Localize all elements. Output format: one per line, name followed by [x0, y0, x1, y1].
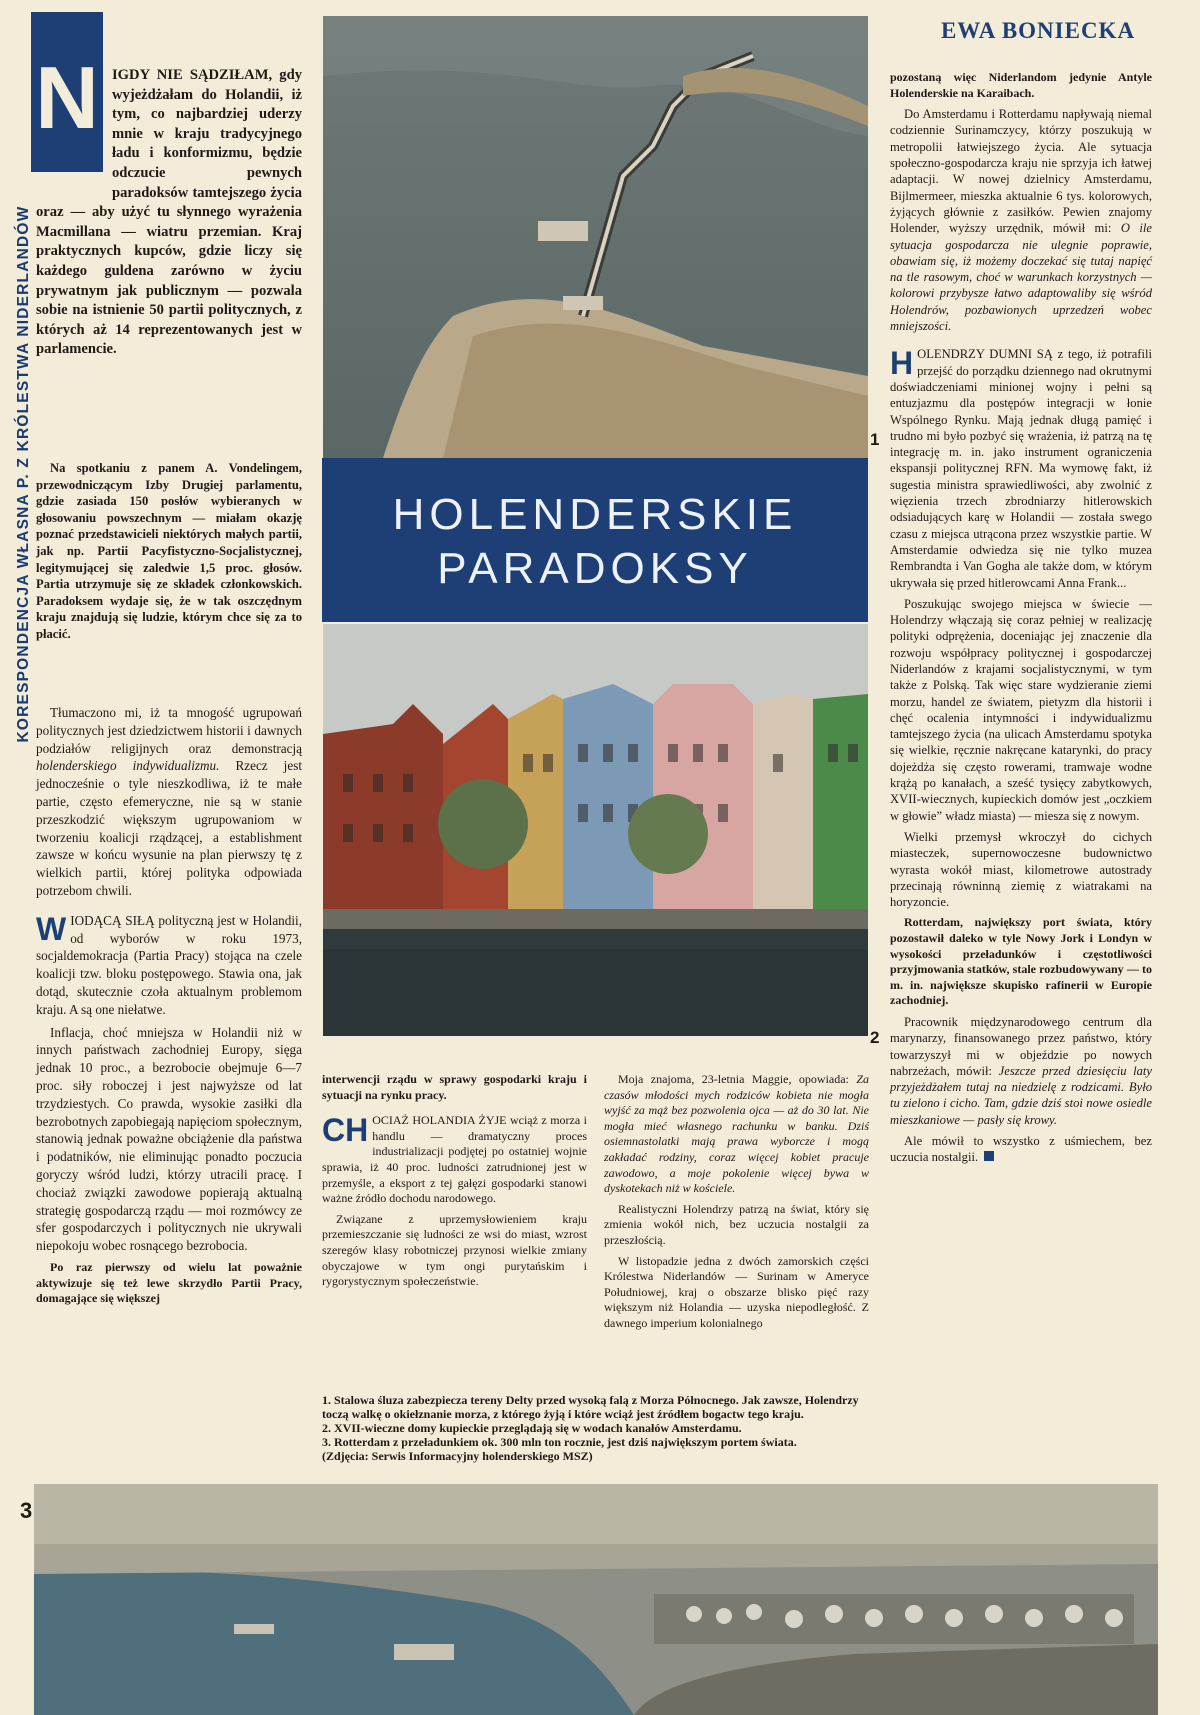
col3-body: Moja znajoma, 23-letnia Maggie, opowiada: Za czasów młodości mych rodziców kobieta nie mogła wyjść za mąż bez pozwolenia ojca — aż do 30 lat. Nie mogła mieć własnego rachunku w banku. Dziś osiemnastolatki mają prawa wyborcze i mogą zakładać rodziny, coraz więcej kobiet pracuje zawodowo, a moje pokolenie więcej bywa w dyskotekach niż w kościele. Realistyczni Holendrzy patrzą na świat, który się zmienia wokół nich, bez uczucia nostalgii za przeszłością. W listopadzie jedna z dwóch zamorskich części Królestwa Niderlandów — Surinam w Ameryce Południowej, kraj o obszarze blisko pięć razy większym niż Holandia — uzyska niepodległość. Z dawnego imperium kolonialnego: [604, 1072, 869, 1330]
photo-number-2: 2: [870, 1028, 880, 1047]
photo-captions: 1. Stalowa śluza zabezpiecza tereny Delty przed wysoką falą z Morza Północnego. Jak zawsze, Holendrzy toczą walkę o okiełznanie morza, z którego żyją i które wciąż jest źródłem bogactw tego kraju. 2. XVII-wieczne domy kupieckie przeglądają się w wodach kanałów Amsterdamu. 3. Rotterdam z przeładunkiem ok. 300 mln ton rocznie, jest dziś największym portem świata. (Zdjęcia: Serwis Informacyjny holenderskiego MSZ): [322, 1393, 859, 1463]
headline-box: [322, 458, 868, 622]
photo-number-1: 1: [870, 430, 880, 449]
page-number: 3: [20, 1498, 33, 1523]
lead-paragraph: IGDY NIE SĄDZIŁAM, gdy wyjeżdżałam do Holandii, iż tym, co najbardziej uderzy mnie w kraju tradycyjnego ładu i konformizmu, będzie odczucie pewnych paradoksów tamtejszego życia oraz — aby użyć tu słynnego wyrażenia Macmillana — wiatru przemian. Kraj praktycznych kupców, gdzie liczy się każdego guldena zarówno w życiu prywatnym jak publicznym — pozwala sobie na istnienie 50 partii politycznych, z których aż 14 reprezentowanych jest w parlamencie.: [36, 67, 302, 358]
headline-line-1: HOLENDERSKIE: [392, 490, 798, 539]
col1-p2: Na spotkaniu z panem A. Vondelingem, przewodniczącym Izby Drugiej parlamentu, gdzie zasiada 150 posłów wybieranych w głosowaniu powszechnym — miałam okazję poznać przedstawicieli niektórych małych partii, jak np. Partii Pacyfistyczno-Socjalistycznej, legitymującej się zaledwie 1,5 proc. głosów. Partia utrzymuje się ze składek członkowskich. Paradoksem wydaje się, że w tak oszczędnym kraju znajdują się ludzie, którym chce się za to płacić.: [36, 461, 302, 641]
col4-body: pozostaną więc Niderlandom jedynie Antyle Holenderskie na Karaibach. Do Amsterdamu i Rotterdamu napływają niemal codziennie Surinamczycy, którzy poszukują w metropolii łatwiejszego życia. Ale sytuacja społeczno-gospodarcza kraju nie sprzyja ich łatwej adaptacji. W nowej dzielnicy Amsterdamu, Bijlmermeer, mieszka aktualnie 6 tys. kolorowych, żyjących głównie z zasiłków. Pewien znajomy Holender, wyższy urzędnik, mówił mi: O ile sytuacja gospodarcza nie ulegnie poprawie, obawiam się, iż możemy doczekać się tutaj napięć na tle rasowym, choć w warunkach korzystnych — kolorowi przybysze łatwo adaptowaliby się wśród Holendrów, pozbawionych uprzedzeń wobec mniejszości. HOLENDRZY DUMNI SĄ z tego, iż potrafili przejść do porządku dziennego nad okrutnymi doświadczeniami minionej wojny i pełni są entuzjazmu dla postępów integracji w łonie Wspólnego Rynku. Mają jednak długą pamięć i trudno mi było pozbyć się wrażenia, iż patrzą na tę integrację m. in. jako instrument ograniczenia ekspansji politycznej RFN. Ma wymowę fakt, iż sugestia ministra sprawiedliwości, aby zwolnić z więzienia trzech zbrodniarzy hitlerowskich odsiadujących karę w Holandii — została swego czasu z miejsca utrącona przez wszystkie partie. W Amsterdamie odwiedza się nie tylko muzea Rembrandta i Van Gogha ale także dom, w którym ukrywała się przed hitlerowcami Anna Frank... Poszukując swojego miejsca w świecie — Holendrzy włączają się coraz pełniej w realizację polityki odprężenia, doceniając jej znaczenie dla rozwoju współpracy politycznej i gospodarczej Niderlandów z krajami socjalistycznymi, w tym także z Polską. Tak więc stare wydzieranie ziemi morzu, handel ze światem, pietyzm dla historii i chęć ocalenia intymności i indywidualizmu tamtejszego życia (na ulicach Amsterdamu spotyka się wielkie, ręcznie nakręcane katarynki, do pracy dojeżdża się często rowerami, tramwaje wodne krążą po kanałach, a sześć tysięcy zabytkowych, XVII-wiecznych, kupieckich domów jest „oczkiem w głowie” władz miasta) — miesza się z nowym. Wielki przemysł wkroczył do cichych miasteczek, supernowoczesne budownictwo wyrasta wokół miast, kilometrowe autostrady przecinają równinną ziemię z wiatrakami na horyzoncie. Rotterdam, największy port świata, który pozostawił daleko w tyle Nowy Jork i Londyn w wysokości przeładunków i częstotliwości przyjmowania statków, stale rozbudowywany — to m. in. największe skupisko rafinerii w Europie zachodniej. Pracownik międzynarodowego centrum dla marynarzy, finansowanego przez państwo, który towarzyszył mi w objeździe po nowych nabrzeżach, mówił: Jeszcze przed dziesięciu laty przyjeżdżałem tutaj na niedzielę z rodzicami. Było tu zielono i cicho. Tam, gdzie dziś stoi nowe osiedle mieszkaniowe — pasły się krowy. Ale mówił to wszystko z uśmiechem, bez uczucia nostalgii.: [890, 70, 1152, 1165]
photo-delta-barrier: [323, 16, 868, 458]
drop-initial-w: W: [36, 910, 67, 947]
photo-rotterdam-port: [34, 1484, 1158, 1715]
headline-line-2: PARADOKSY: [437, 544, 753, 593]
col1-body: Tłumaczono mi, iż ta mnogość ugrupowań politycznych jest dziedzictwem historii i dawnych podziałów religijnych oraz demonstracją holenderskiego indywidualizmu. Rzecz jest jednocześnie o tyle nieszkodliwa, iż te małe partie, często efemeryczne, nie są w stanie przeszkodzić większym ugrupowaniom w tworzeniu koalicji rządzącej, a establishment zawsze w końcu wysunie na plan pierwszy tę z wielkich partii, której polityka odpowiada potrzebom chwili. WIODĄCĄ SIŁĄ polityczną jest w Holandii, od wyborów w roku 1973, socjaldemokracja (Partia Pracy) stojąca na czele koalicji tzw. bloku postępowego. Stawia ona, jak dotąd, skutecznie czoła aktualnym problemom kraju. A są one niełatwe. Inflacja, choć mniejsza w Holandii niż w innych państwach zachodniej Europy, sięga jednak 10 proc., a bezrobocie obejmuje 6—7 proc. siły roboczej i jest najwyższe od lat trzydziestych. Co prawda, wysokie zasiłki dla bezrobotnych zapobiegają napięciom społecznym, stanowią jednak poważne obciążenie dla państwa i podatników, nie eliminując ponadto poczucia goryczy wśród ludzi, którzy utracili pracę. I chociaż związki zawodowe popierają aktualną strategię gospodarczą rządu — moi rozmówcy ze sfer gospodarczych i politycznych nie ukrywali niepokoju wobec rosnącego bezrobocia. Po raz pierwszy od wielu lat poważnie aktywizuje się też lewe skrzydło Partii Pracy, domagające się większej: [36, 705, 302, 1306]
side-label: KORESPONDENCJA WŁASNA P. Z KRÓLESTWA NIDERLANDÓW: [15, 205, 32, 743]
photo-rotterdam-port-image: [34, 1484, 1158, 1715]
col2-body: interwencji rządu w sprawy gospodarki kraju i sytuacji na rynku pracy. CH OCIAŻ HOLANDIA ŻYJE wciąż z morza i handlu — dramatyczny proces industrializacji podjętej po ostatniej wojnie sprawia, iż 40 proc. ludności zatrudnionej jest w przemyśle, a eksport z tej gałęzi gospodarki stanowi ważne źródło dochodu narodowego. Związane z uprzemysłowieniem kraju przemieszczanie się ludności ze wsi do miast, wzrost szeregów klasy robotniczej przynosi wielkie zmiany obyczajowe w tym ongi purytańskim i rygorystycznym społeczeństwie.: [322, 1072, 587, 1289]
end-mark: [984, 1151, 994, 1161]
drop-initial-ch: CH: [322, 1112, 369, 1149]
drop-initial-block: N: [31, 12, 103, 172]
photo-amsterdam-houses-image: [323, 624, 868, 1036]
photo-amsterdam-houses: [323, 624, 868, 1036]
photo-delta-barrier-image: [323, 16, 868, 458]
author-name: EWA BONIECKA: [940, 18, 1136, 43]
drop-initial-h: H: [890, 345, 914, 382]
